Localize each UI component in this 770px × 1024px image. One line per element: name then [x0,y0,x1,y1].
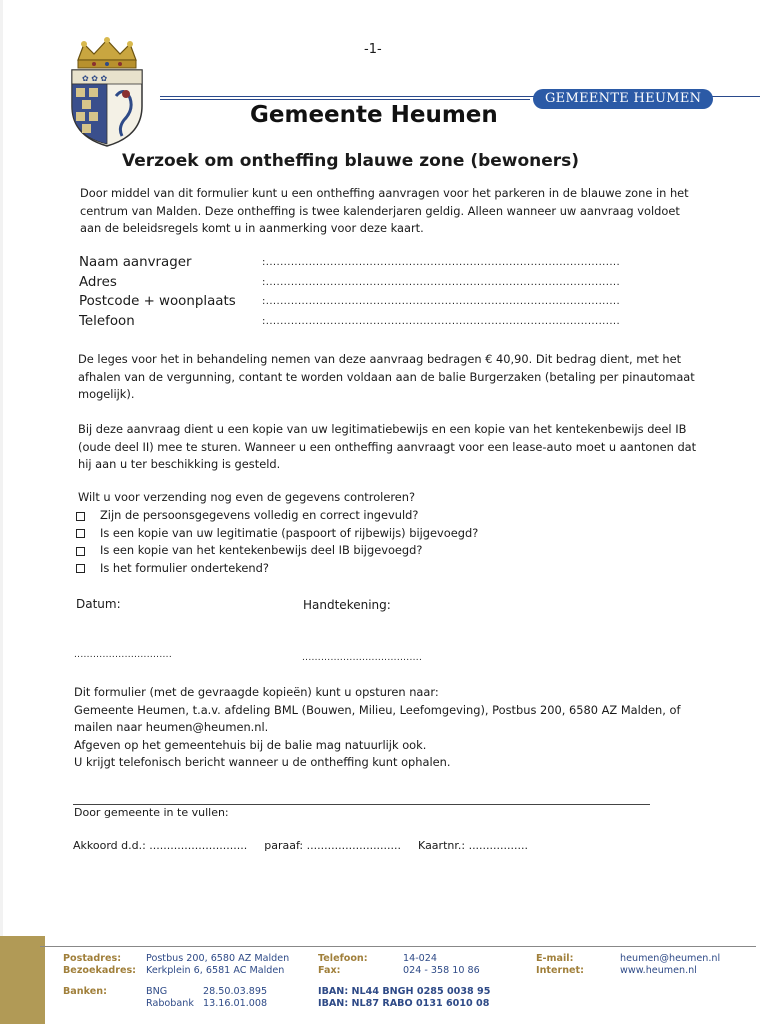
checkbox[interactable] [76,564,85,573]
footer-address-values [146,953,289,977]
fax-label: Fax: [318,965,341,976]
iban1: IBAN: NL44 BNGH 0285 0038 95 [318,986,491,997]
naam-entry-line[interactable]: :................................................................................................... [262,257,621,268]
footer-phone-values [403,953,480,977]
footer-address-labels [63,953,136,977]
office-use-fields [73,839,528,852]
office-use-label: Door gemeente in te vullen: [74,806,229,819]
send-line: U krijgt telefonisch bericht wanneer u de ontheffing kunt ophalen. [74,755,451,769]
field-labels [79,253,236,331]
field-entry-lines [262,253,652,331]
fax-value: 024 - 358 10 86 [403,965,480,976]
telefoon-label: Telefoon: [318,953,368,964]
bank2-number: 13.16.01.008 [203,998,268,1009]
postadres-value: Postbus 200, 6580 AZ Malden [146,953,290,964]
iban-block [318,986,490,1010]
checklist-item-label: Is het formulier ondertekend? [100,560,269,575]
municipal-crest-logo [64,36,150,148]
send-line: Afgeven op het gemeentehuis bij de balie mag natuurlijk ook. [74,737,427,752]
paraaf-field: paraaf: ........................... [264,839,402,852]
checkbox[interactable] [76,547,85,556]
field-label-postcode: Postcode + woonplaats [79,294,236,310]
banken-label: Banken: [63,986,107,997]
kopie-paragraph: Bij deze aanvraag dient u een kopie van uw legitimatiebewijs en een kopie van het kentekenbewijs deel IB (oude deel II) mee te sturen. Wanneer u een ontheffing aanvraagt voor een lease-auto moet u aantonen dat hij aan u ter beschikking is gesteld. [78,422,697,471]
checkbox[interactable] [76,512,85,521]
internet-label: Internet: [536,965,584,976]
bezoekadres-value: Kerkplein 6, 6581 AC Malden [146,965,285,976]
adres-entry-line[interactable]: :................................................................................................... [262,276,621,288]
telefoon-entry-line[interactable]: :................................................................................................... [262,315,621,327]
send-address: Gemeente Heumen, t.a.v. afdeling BML (Bouwen, Milieu, Leefomgeving), Postbus 200, 6580 AZ Malden, of mailen naar heumen@heumen.nl. [74,702,681,734]
footer-rule [40,946,756,947]
field-label-telefoon: Telefoon [79,313,135,329]
bank-numbers [203,986,267,1010]
telefoon-value: 14-024 [403,953,437,964]
office-section-rule [73,804,650,805]
checkbox[interactable] [76,529,85,538]
brand-label: GEMEENTE HEUMEN [533,89,713,109]
bank2-name: Rabobank [146,998,194,1009]
kaartnr-field: Kaartnr.: ................. [418,839,529,852]
checklist-item [76,542,478,560]
email-label: E-mail: [536,953,574,964]
datum-entry-line[interactable]: ............................... [74,650,172,660]
page-number: -1- [364,42,382,57]
checklist-item-label: Zijn de persoonsgegevens volledig en correct ingevuld? [100,508,419,522]
checklist-item-label: Is een kopie van het kentekenbewijs deel IB bijgevoegd? [100,543,423,557]
bank1-number: 28.50.03.895 [203,986,268,997]
send-instructions [74,684,714,772]
handtekening-entry-line[interactable]: ...................................... [302,653,423,663]
handtekening-label: Handtekening: [303,598,391,612]
leges-paragraph: De leges voor het in behandeling nemen van deze aanvraag bedragen € 40,90. Dit bedrag dient, met het afhalen van de vergunning, contant te worden voldaan aan de balie Burgerzaken (betaling per pinautomaat mogelijk). [78,352,695,401]
internet-value[interactable]: www.heumen.nl [620,965,697,976]
postadres-label: Postadres: [63,953,122,964]
form-title: Verzoek om ontheffing blauwe zone (bewoners) [122,151,580,171]
intro-paragraph: Door middel van dit formulier kunt u een ontheffing aanvragen voor het parkeren in de blauwe zone in het centrum van Malden. Deze ontheffing is twee kalenderjaren geldig. Alleen wanneer uw aanvraag voldoet aan de beleidsregels komt u in aanmerking voor deze kaart. [80,186,689,235]
footer-accent-block [0,936,45,1024]
bank1-name: BNG [146,986,168,997]
send-line: Dit formulier (met de gevraagde kopieën) kunt u opsturen naar: [74,685,439,699]
postcode-entry-line[interactable]: :................................................................................................... [262,296,621,308]
main-title: Gemeente Heumen [250,102,498,128]
email-value[interactable]: heumen@heumen.nl [620,953,721,964]
datum-label: Datum: [76,597,121,611]
field-label-adres: Adres [79,274,117,290]
checklist-item [76,507,478,525]
checklist-question: Wilt u voor verzending nog even de gegevens controleren? [78,490,416,504]
footer-online-values [620,953,720,977]
checklist [76,507,478,577]
bank-names [146,986,194,1010]
checklist-item [76,560,478,578]
checklist-item [76,525,478,543]
akkoord-field: Akkoord d.d.: ............................ [73,839,248,852]
bezoekadres-label: Bezoekadres: [63,965,137,976]
footer-phone-labels [318,953,368,977]
iban2: IBAN: NL87 RABO 0131 6010 08 [318,998,490,1009]
scan-edge [0,0,3,1024]
svg-text:✿ ✿ ✿: ✿ ✿ ✿ [82,74,108,83]
field-label-naam: Naam aanvrager [79,255,192,270]
banken-label-block [63,986,107,998]
checklist-item-label: Is een kopie van uw legitimatie (paspoort of rijbewijs) bijgevoegd? [100,525,479,540]
header-rule-secondary [160,99,530,100]
footer-online-labels [536,953,584,977]
